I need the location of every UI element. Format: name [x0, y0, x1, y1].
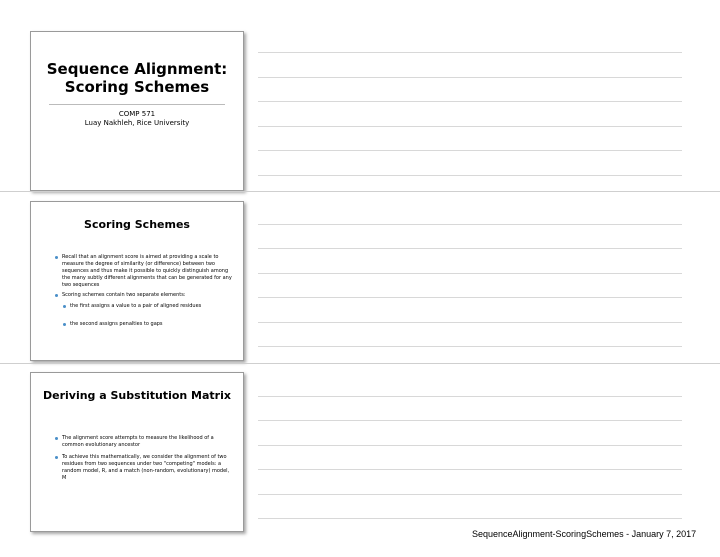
bullet-dot-icon [55, 456, 58, 459]
notes-line [258, 445, 682, 446]
slide-separator [0, 191, 720, 192]
bullet-dot-icon [55, 256, 58, 259]
page-footer: SequenceAlignment-ScoringSchemes - January 7, 2017 [472, 529, 697, 539]
bullet-dot-icon [63, 323, 66, 326]
bullet-item: The alignment score attempts to measure the likelihood of a common evolutionary ancestor [55, 435, 233, 449]
notes-line [258, 101, 682, 102]
notes-line [258, 420, 682, 421]
notes-line [258, 52, 682, 53]
notes-line [258, 126, 682, 127]
sub-bullet-item: the first assigns a value to a pair of aligned residues [63, 303, 233, 310]
slide-2-thumbnail [30, 201, 244, 361]
slide-1-title: Sequence Alignment: Scoring Schemes [46, 60, 228, 96]
bullet-item: Recall that an alignment score is aimed at providing a scale to measure the degree of similarity (or difference) between two sequences and thus make it possible to quickly distinguish among the many subtly different alignments that can be generated for any two sequences [55, 254, 233, 289]
sub-bullet-item: the second assigns penalties to gaps [63, 321, 233, 328]
slide-1-subtitle: COMP 571 Luay Nakhleh, Rice University [84, 110, 190, 127]
slide-3-bullets [55, 435, 233, 482]
slide-2-bullets [55, 254, 233, 328]
slide-3-thumbnail [30, 372, 244, 532]
notes-line [258, 322, 682, 323]
bullet-dot-icon [63, 305, 66, 308]
slide-3-title: Deriving a Substitution Matrix [43, 389, 231, 402]
notes-line [258, 346, 682, 347]
notes-line [258, 248, 682, 249]
bullet-item: Scoring schemes contain two separate elements: [55, 292, 233, 299]
slide-2-title: Scoring Schemes [84, 218, 190, 231]
notes-line [258, 224, 682, 225]
notes-line [258, 396, 682, 397]
bullet-item: To achieve this mathematically, we consider the alignment of two residues from two sequences under two "competing" models: a random model, R, and a match (non-random, evolutionary) model, M [55, 454, 233, 482]
slide-separator [0, 363, 720, 364]
notes-line [258, 175, 682, 176]
notes-line [258, 518, 682, 519]
bullet-dot-icon [55, 294, 58, 297]
notes-line [258, 273, 682, 274]
notes-line [258, 469, 682, 470]
notes-line [258, 150, 682, 151]
notes-line [258, 494, 682, 495]
bullet-dot-icon [55, 437, 58, 440]
slide-1-title-divider [49, 104, 225, 105]
notes-line [258, 77, 682, 78]
notes-line [258, 297, 682, 298]
slide-1-thumbnail [30, 31, 244, 191]
